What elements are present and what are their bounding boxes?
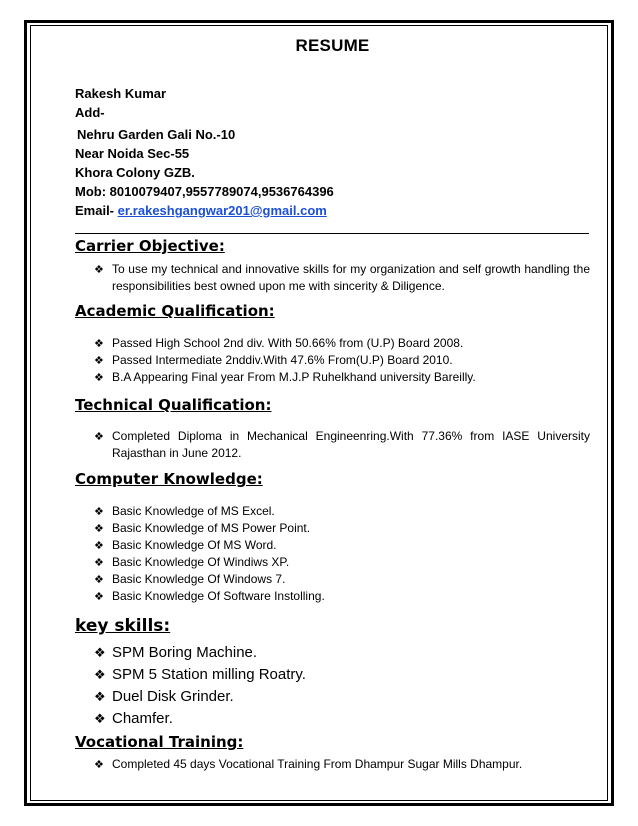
section-key-skills [75,616,590,730]
list-item: ❖ Basic Knowledge Of Windows 7. [94,572,286,586]
contact-block [75,84,334,220]
bullet-icon: ❖ [94,646,106,661]
list-item: ❖ Basic Knowledge of MS Excel. [94,504,275,518]
address-line-1: Nehru Garden Gali No.-10 [77,127,236,142]
list-item: ❖ SPM 5 Station milling Roatry. [75,664,590,686]
heading-carrier-objective: Carrier Objective: [75,237,225,255]
heading-technical: Technical Qualification: [75,396,272,414]
bullet-icon: ❖ [94,505,104,518]
bullet-icon: ❖ [94,354,104,367]
bullet-icon: ❖ [94,758,104,771]
bullet-icon: ❖ [94,539,104,552]
list-carrier-objective [75,261,590,295]
list-item: ❖ Chamfer. [75,708,590,730]
list-item: ❖ Completed 45 days Vocational Training From Dhampur Sugar Mills Dhampur. [94,757,523,771]
list-computer [75,503,590,605]
section-academic [75,302,590,386]
section-technical [75,396,590,462]
bullet-icon: ❖ [94,690,106,705]
mobile-numbers: Mob: 8010079407,9557789074,9536764396 [75,184,334,199]
header-divider [75,233,589,234]
resume-title: RESUME [295,36,370,55]
heading-academic: Academic Qualification: [75,302,275,320]
email-line [75,201,334,220]
list-vocational [75,756,590,773]
section-computer [75,470,590,605]
bullet-icon: ❖ [94,522,104,535]
list-item: ❖ Completed Diploma in Mechanical Engineenring.With 77.36% from IASE University Rajasthan in June 2012. [94,429,590,460]
list-technical [75,428,590,462]
list-academic [75,335,590,386]
list-item: ❖ Basic Knowledge Of Windiws XP. [94,555,290,569]
section-carrier-objective [75,237,590,295]
bullet-icon: ❖ [94,337,104,350]
bullet-icon: ❖ [94,573,104,586]
bullet-icon: ❖ [94,668,106,683]
list-item: ❖ SPM Boring Machine. [75,642,590,664]
address-line-2: Near Noida Sec-55 [75,146,190,161]
bullet-icon: ❖ [94,430,104,443]
list-item: ❖ Duel Disk Grinder. [75,686,590,708]
list-key-skills [75,642,590,730]
email-link[interactable]: er.rakeshgangwar201@gmail.com [117,203,327,218]
candidate-name: Rakesh Kumar [75,86,167,101]
list-item: ❖ Passed Intermediate 2nddiv.With 47.6% From(U.P) Board 2010. [94,353,453,367]
email-label: Email- [75,203,118,218]
heading-key-skills: key skills: [75,616,171,636]
bullet-icon: ❖ [94,556,104,569]
list-item: ❖ B.A Appearing Final year From M.J.P Ruhelkhand university Bareilly. [94,370,476,384]
bullet-icon: ❖ [94,263,104,276]
heading-vocational: Vocational Training: [75,733,244,751]
section-vocational [75,733,590,773]
bullet-icon: ❖ [94,590,104,603]
address-line-3: Khora Colony GZB. [75,165,195,180]
list-item: ❖ Basic Knowledge Of Software Instolling. [94,589,325,603]
bullet-icon: ❖ [94,712,106,727]
heading-computer: Computer Knowledge: [75,470,263,488]
list-item: ❖ Passed High School 2nd div. With 50.66% from (U.P) Board 2008. [94,336,464,350]
list-item: ❖ Basic Knowledge Of MS Word. [94,538,277,552]
bullet-icon: ❖ [94,371,104,384]
list-item: ❖ Basic Knowledge of MS Power Point. [94,521,311,535]
list-item: ❖ To use my technical and innovative skills for my organization and self growth handling the responsibilities best owned upon me with sincerity & Diligence. [94,262,590,293]
address-label: Add- [75,105,105,120]
